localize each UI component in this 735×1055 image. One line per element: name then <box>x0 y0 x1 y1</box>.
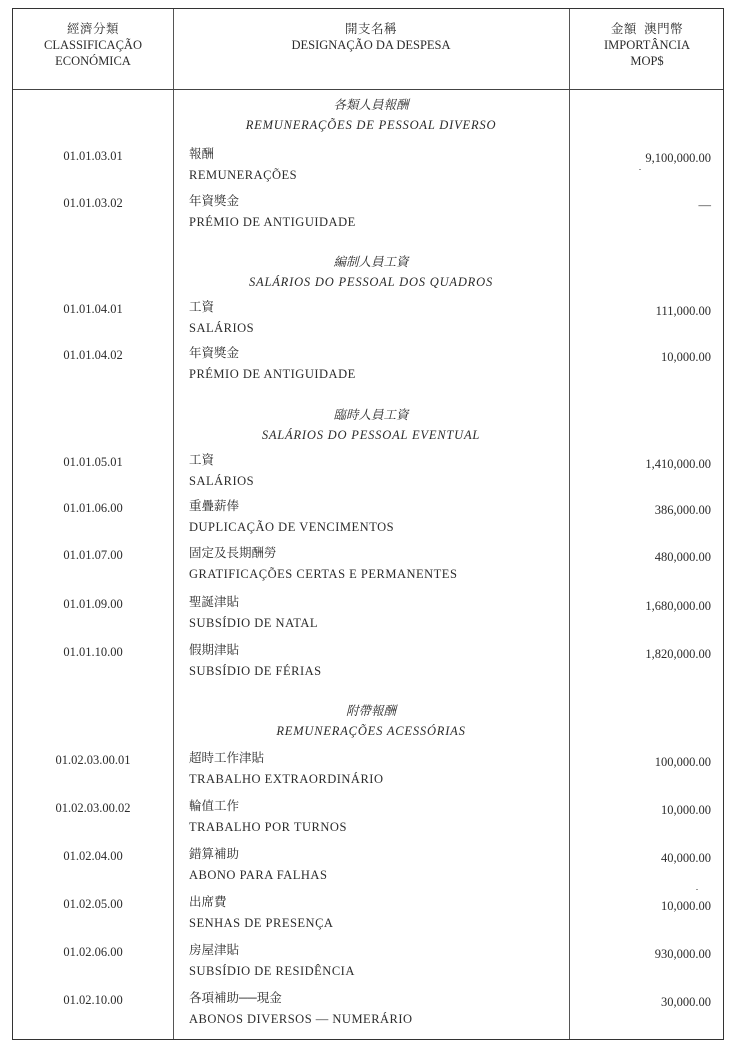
row-amount: 111,000.00 <box>655 304 711 318</box>
row-code: 01.01.05.01 <box>63 455 123 469</box>
scan-speck <box>696 889 698 890</box>
row-description-zh: 重疊薪俸 <box>189 499 240 513</box>
section-title-zh: 臨時人員工資 <box>333 408 409 422</box>
row-amount: 1,410,000.00 <box>645 457 711 471</box>
row-description <box>189 640 322 682</box>
row-description-pt: TRABALHO POR TURNOS <box>189 820 347 834</box>
row-code: 01.01.10.00 <box>63 645 123 659</box>
row-description-pt: SENHAS DE PRESENÇA <box>189 916 334 930</box>
header-classification <box>13 9 173 89</box>
row-description <box>189 543 457 585</box>
header-rule <box>13 89 723 90</box>
budget-table <box>12 8 724 1040</box>
column-divider-1 <box>173 9 174 1039</box>
section-title-zh: 各類人員報酬 <box>333 98 409 112</box>
row-amount: 480,000.00 <box>654 550 711 564</box>
header-amount-pt-2: MOP$ <box>630 54 664 68</box>
row-description <box>189 496 394 538</box>
row-code: 01.02.06.00 <box>63 945 123 959</box>
row-amount: 10,000.00 <box>661 899 711 913</box>
row-description-zh: 輪值工作 <box>189 799 240 813</box>
section-title-zh: 附帶報酬 <box>345 704 396 718</box>
section-title-zh: 編制人員工資 <box>333 255 409 269</box>
row-description-pt: SALÁRIOS <box>189 474 255 488</box>
row-description-zh: 聖誕津貼 <box>189 595 240 609</box>
row-description-pt: ABONOS DIVERSOS — NUMERÁRIO <box>189 1012 413 1026</box>
row-description <box>189 940 355 982</box>
section-title-pt: SALÁRIOS DO PESSOAL DOS QUADROS <box>249 275 493 289</box>
row-amount: 40,000.00 <box>661 851 711 865</box>
column-divider-2 <box>569 9 570 1039</box>
row-description-pt: ABONO PARA FALHAS <box>189 868 328 882</box>
row-description-pt: GRATIFICAÇÕES CERTAS E PERMANENTES <box>189 567 458 581</box>
header-amount-pt-1: IMPORTÂNCIA <box>603 38 691 52</box>
row-description <box>189 297 254 339</box>
row-description-pt: PRÉMIO DE ANTIGUIDADE <box>189 215 356 229</box>
row-code: 01.02.04.00 <box>63 849 123 863</box>
row-description-pt: SALÁRIOS <box>189 321 255 335</box>
row-description-zh: 出席費 <box>189 895 227 909</box>
section-title-pt: SALÁRIOS DO PESSOAL EVENTUAL <box>261 428 481 442</box>
header-designation-pt: DESIGNAÇÃO DA DESPESA <box>291 38 451 52</box>
header-amount <box>569 9 725 89</box>
row-description-zh: 錯算補助 <box>189 847 240 861</box>
row-description-zh: 工資 <box>189 453 215 467</box>
row-amount: 1,680,000.00 <box>645 599 711 613</box>
row-description <box>189 144 297 186</box>
row-description <box>189 343 356 385</box>
row-code: 01.01.06.00 <box>63 501 123 515</box>
section-heading <box>173 252 569 292</box>
row-code: 01.01.03.02 <box>63 196 123 210</box>
row-description-pt: REMUNERAÇÕES <box>189 168 298 182</box>
row-description-zh: 固定及長期酬勞 <box>189 546 277 560</box>
row-description <box>189 988 413 1030</box>
row-description-pt: DUPLICAÇÃO DE VENCIMENTOS <box>189 520 395 534</box>
row-description <box>189 892 333 934</box>
row-description <box>189 191 356 233</box>
row-description-zh: 超時工作津貼 <box>189 751 265 765</box>
row-description-zh: 各項補助──現金 <box>189 991 282 1005</box>
row-code: 01.02.03.00.01 <box>55 753 131 767</box>
row-amount: 30,000.00 <box>661 995 711 1009</box>
row-description-pt: SUBSÍDIO DE NATAL <box>189 616 319 630</box>
row-amount: 386,000.00 <box>654 503 711 517</box>
row-code: 01.01.04.02 <box>63 348 123 362</box>
header-classification-zh: 經濟分類 <box>66 22 119 36</box>
row-amount: 10,000.00 <box>661 803 711 817</box>
row-description <box>189 450 254 492</box>
row-description <box>189 796 347 838</box>
header-classification-pt-1: CLASSIFICAÇÃO <box>44 38 142 52</box>
row-description <box>189 748 383 790</box>
row-description <box>189 844 327 886</box>
row-description-zh: 工資 <box>189 300 215 314</box>
section-heading <box>173 701 569 741</box>
row-code: 01.01.04.01 <box>63 302 123 316</box>
section-title-pt: REMUNERAÇÕES ACESSÓRIAS <box>276 724 466 738</box>
row-description-pt: PRÉMIO DE ANTIGUIDADE <box>189 367 356 381</box>
section-heading <box>173 95 569 135</box>
row-code: 01.01.03.01 <box>63 149 123 163</box>
row-amount: 9,100,000.00 <box>645 151 711 165</box>
header-classification-pt-2: ECONÓMICA <box>55 54 131 68</box>
row-code: 01.02.05.00 <box>63 897 123 911</box>
row-code: 01.02.10.00 <box>63 993 123 1007</box>
row-amount: 10,000.00 <box>661 350 711 364</box>
row-description-zh: 年資獎金 <box>189 194 240 208</box>
row-code: 01.01.09.00 <box>63 597 123 611</box>
row-description-zh: 假期津貼 <box>189 643 240 657</box>
row-code: 01.01.07.00 <box>63 548 123 562</box>
row-amount: 930,000.00 <box>654 947 711 961</box>
row-description-zh: 房屋津貼 <box>189 943 240 957</box>
section-heading <box>173 405 569 445</box>
row-amount: 100,000.00 <box>654 755 711 769</box>
row-description-pt: SUBSÍDIO DE FÉRIAS <box>189 664 322 678</box>
header-designation-zh: 開支名稱 <box>344 22 397 36</box>
header-designation <box>173 9 569 89</box>
row-description-zh: 年資獎金 <box>189 346 240 360</box>
header-amount-zh: 金額 澳門幣 <box>610 22 684 36</box>
row-amount: — <box>698 198 711 212</box>
row-description-pt: SUBSÍDIO DE RESIDÊNCIA <box>189 964 355 978</box>
row-description <box>189 592 318 634</box>
scan-speck <box>639 169 641 170</box>
row-description-pt: TRABALHO EXTRAORDINÁRIO <box>189 772 384 786</box>
row-code: 01.02.03.00.02 <box>55 801 131 815</box>
row-amount: 1,820,000.00 <box>645 647 711 661</box>
section-title-pt: REMUNERAÇÕES DE PESSOAL DIVERSO <box>245 118 497 132</box>
row-description-zh: 報酬 <box>189 147 215 161</box>
